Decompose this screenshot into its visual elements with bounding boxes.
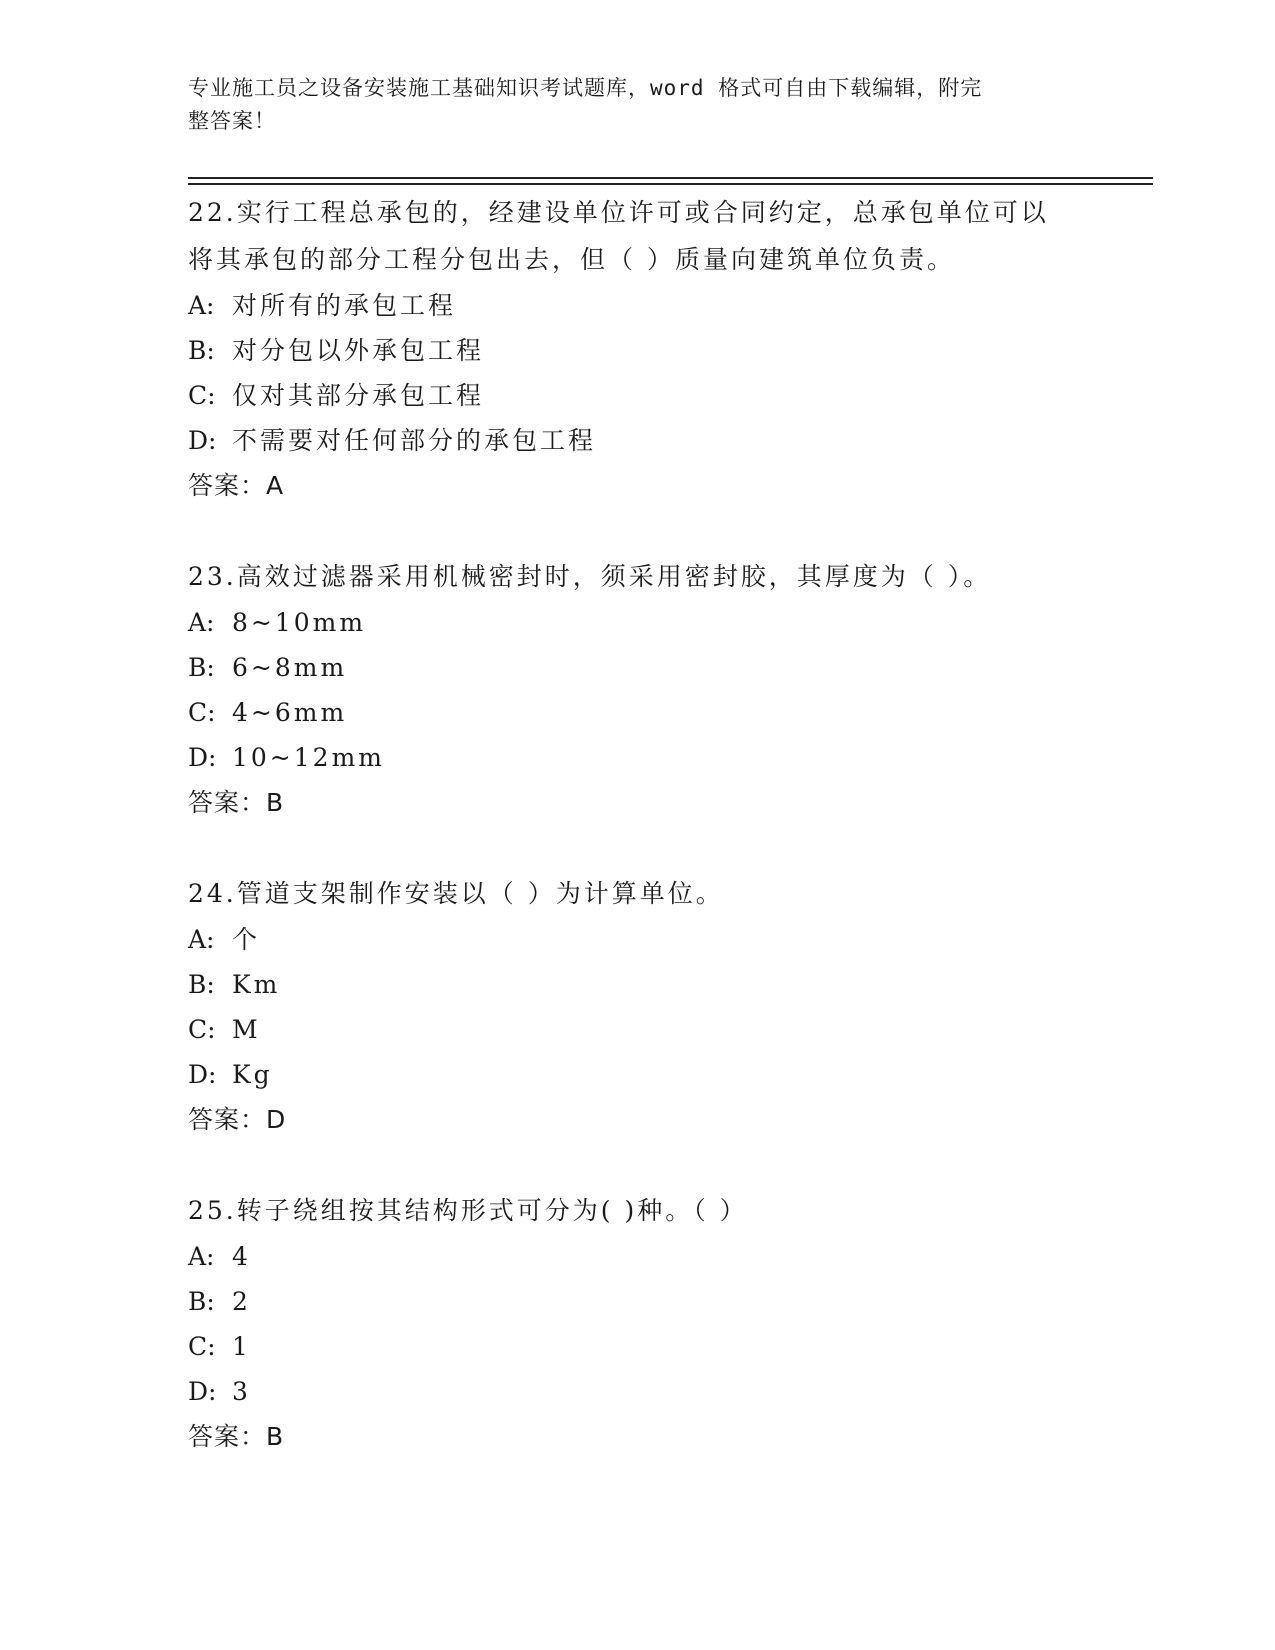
option-key: C:	[188, 381, 216, 410]
option-text: 1	[232, 1332, 251, 1361]
option-text: 3	[232, 1377, 251, 1406]
header-rule-top	[188, 177, 1153, 179]
option-key: C:	[188, 698, 216, 727]
option-key: A:	[188, 1242, 215, 1271]
option-key: D:	[188, 1377, 217, 1406]
question-24	[188, 870, 1088, 1142]
option-key: D:	[188, 1060, 217, 1089]
question-stem-line: 22.实行工程总承包的，经建设单位许可或合同约定，总承包单位可以	[188, 198, 1049, 227]
option-c	[188, 1007, 1088, 1052]
question-25	[188, 1187, 1088, 1459]
question-list	[188, 189, 1088, 1504]
question-23	[188, 553, 1088, 825]
option-d	[188, 735, 1088, 780]
option-b	[188, 328, 1088, 373]
option-b	[188, 1279, 1088, 1324]
option-a	[188, 283, 1088, 328]
option-c	[188, 1324, 1088, 1369]
option-key: B:	[188, 1287, 215, 1316]
header-line-1: 专业施工员之设备安装施工基础知识考试题库，word 格式可自由下载编辑，附完	[188, 76, 983, 100]
answer-line: 答案：D	[188, 1105, 287, 1134]
header-line-2: 整答案！	[188, 109, 276, 133]
option-a	[188, 1234, 1088, 1279]
option-d	[188, 1052, 1088, 1097]
option-a	[188, 917, 1088, 962]
option-text: 不需要对任何部分的承包工程	[232, 426, 597, 455]
option-a	[188, 600, 1088, 645]
option-text: 4~6mm	[232, 698, 348, 727]
document-header	[188, 72, 1068, 138]
option-key: C:	[188, 1332, 216, 1361]
option-c	[188, 690, 1088, 735]
option-d	[188, 1369, 1088, 1414]
option-key: A:	[188, 291, 215, 320]
option-text: Km	[232, 970, 281, 999]
option-b	[188, 962, 1088, 1007]
option-key: D:	[188, 426, 217, 455]
option-text: 仅对其部分承包工程	[232, 381, 485, 410]
option-b	[188, 645, 1088, 690]
question-stem-line: 24.管道支架制作安装以（ ）为计算单位。	[188, 879, 724, 908]
option-d	[188, 418, 1088, 463]
header-rule-bottom	[188, 183, 1153, 185]
answer-line: 答案：A	[188, 471, 285, 500]
option-text: M	[232, 1015, 261, 1044]
answer-line: 答案：B	[188, 1422, 285, 1451]
option-text: 对所有的承包工程	[232, 291, 457, 320]
option-text: 6~8mm	[232, 653, 348, 682]
option-text: Kg	[232, 1060, 273, 1089]
question-stem-line: 25.转子绕组按其结构形式可分为( )种。（ ）	[188, 1196, 748, 1225]
answer-line: 答案：B	[188, 788, 285, 817]
option-key: B:	[188, 336, 215, 365]
option-text: 8~10mm	[232, 608, 367, 637]
option-text: 10~12mm	[232, 743, 385, 772]
option-key: A:	[188, 608, 215, 637]
option-text: 2	[232, 1287, 251, 1316]
option-key: D:	[188, 743, 217, 772]
option-text: 个	[232, 925, 261, 954]
option-key: C:	[188, 1015, 216, 1044]
option-text: 4	[232, 1242, 251, 1271]
option-key: B:	[188, 653, 215, 682]
option-key: B:	[188, 970, 215, 999]
question-22	[188, 189, 1088, 508]
option-c	[188, 373, 1088, 418]
question-stem-line: 23.高效过滤器采用机械密封时，须采用密封胶，其厚度为（ ）。	[188, 562, 992, 591]
question-stem-line: 将其承包的部分工程分包出去，但（ ）质量向建筑单位负责。	[188, 245, 955, 274]
option-text: 对分包以外承包工程	[232, 336, 485, 365]
option-key: A:	[188, 925, 215, 954]
